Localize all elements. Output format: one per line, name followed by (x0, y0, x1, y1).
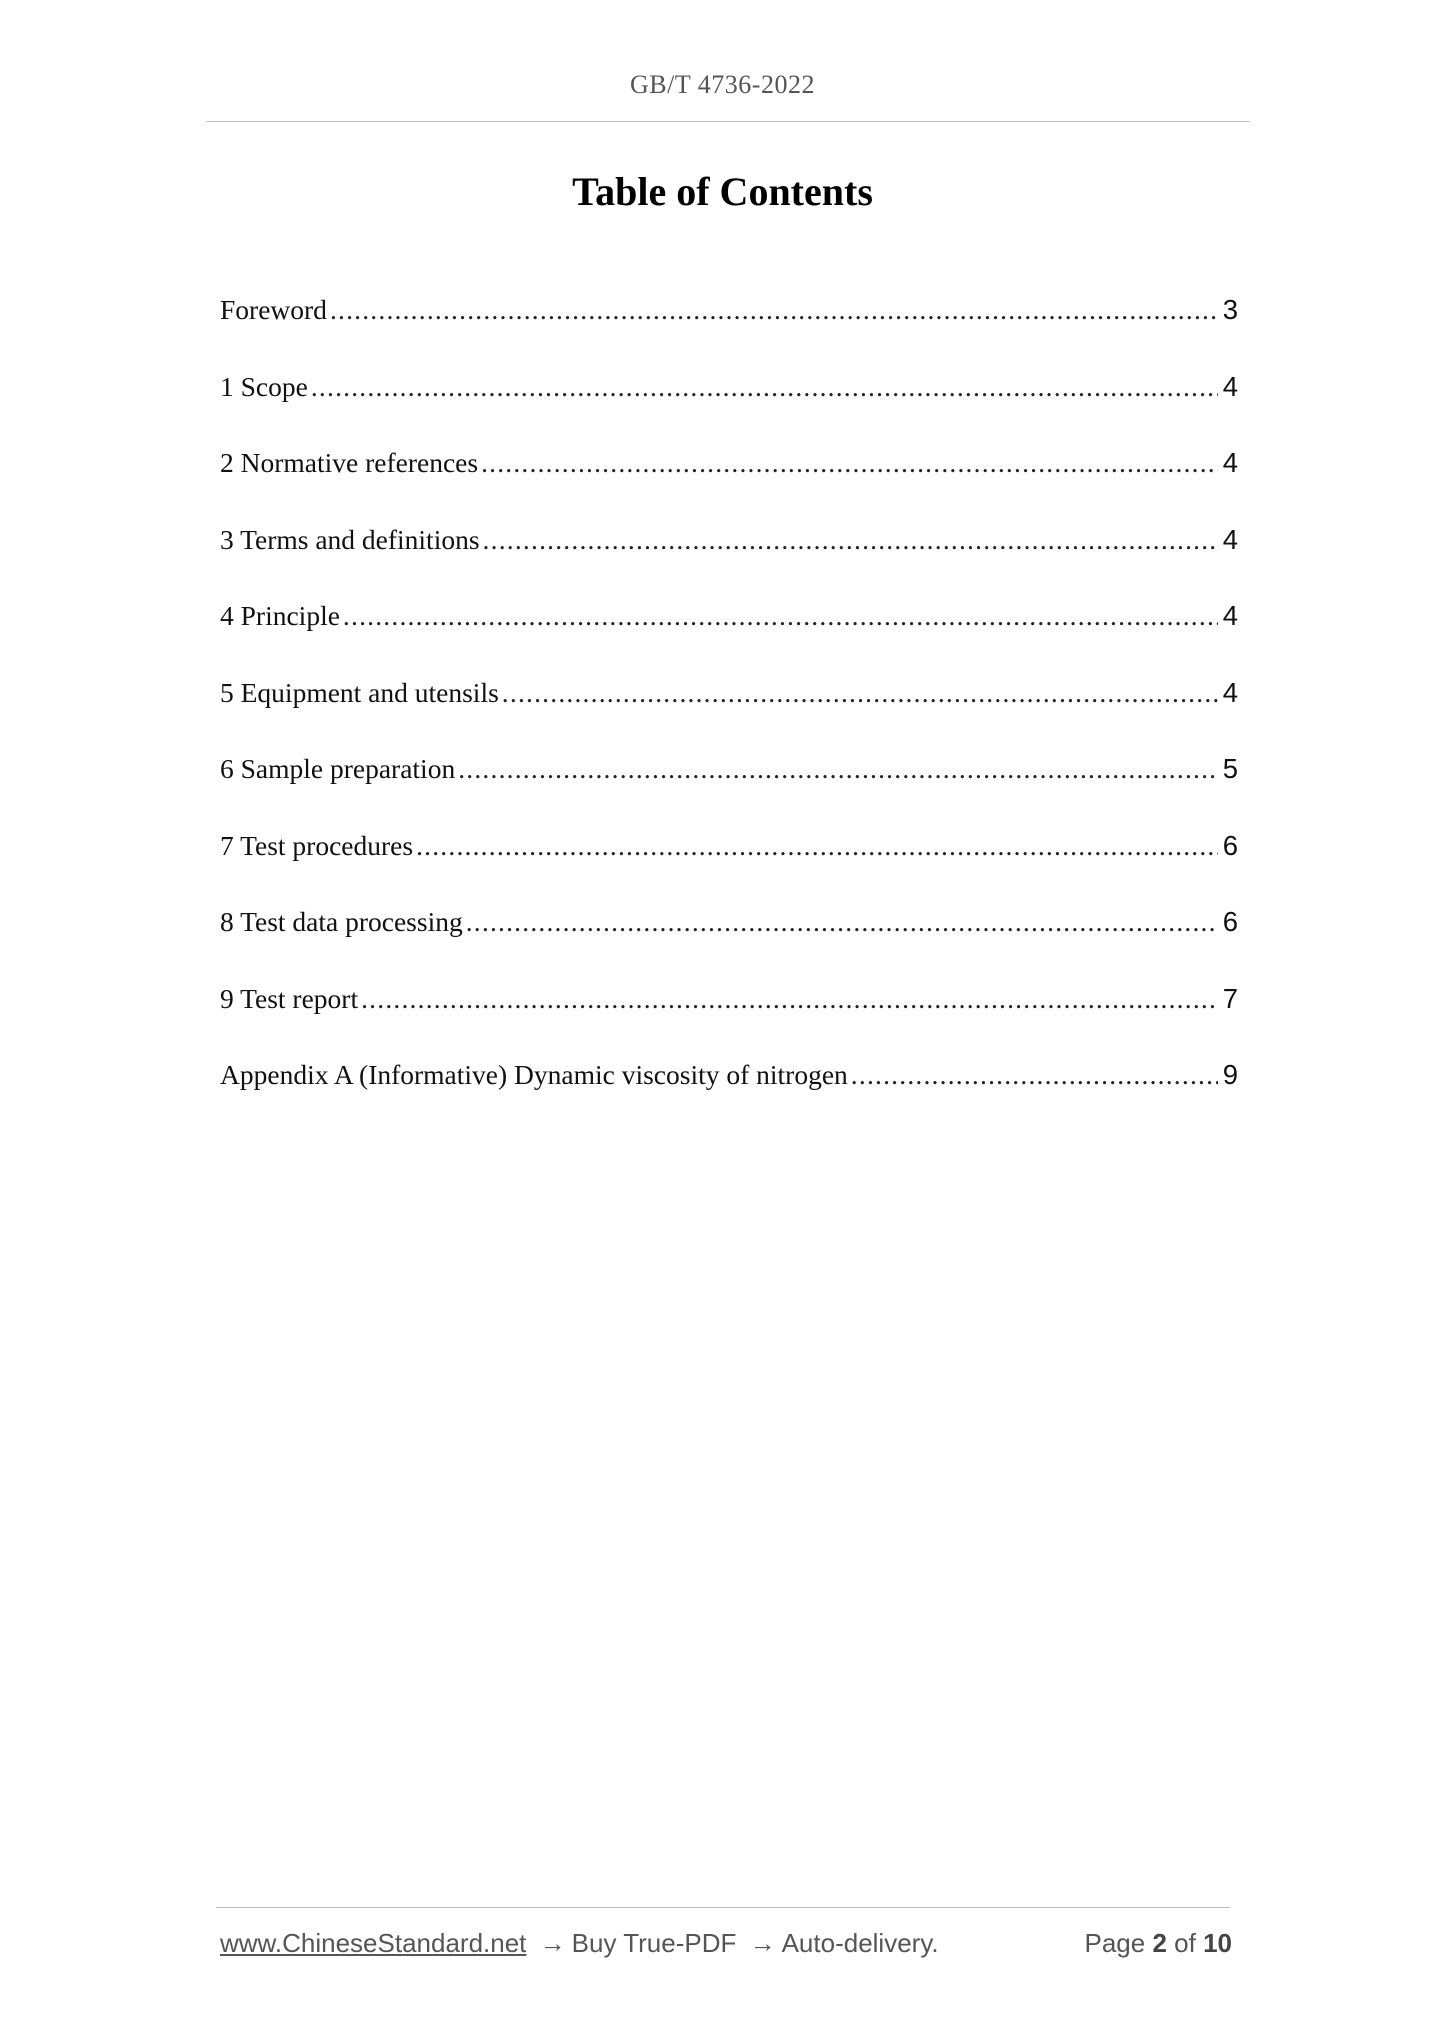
toc-title: Table of Contents (572, 169, 873, 214)
page-label: Page (1084, 1928, 1146, 1958)
toc-entry-label: Foreword (220, 294, 327, 325)
page-footer (220, 1928, 1232, 1959)
buy-true-pdf-text: Buy True-PDF (571, 1928, 737, 1958)
toc-entry-sample-preparation[interactable] (220, 745, 1238, 822)
toc-entry-page: 7 (1222, 982, 1238, 1014)
toc-entry-label: 5 Equipment and utensils (220, 676, 499, 708)
toc-entry-label: 4 Principle (220, 600, 340, 631)
toc-entry-page: 4 (1222, 600, 1238, 631)
total-pages-number: 10 (1203, 1928, 1232, 1958)
toc-leader-dots (343, 592, 1218, 640)
footer-divider (216, 1907, 1230, 1908)
footer-promo (220, 1928, 939, 1959)
auto-delivery-text: Auto-delivery. (781, 1928, 939, 1958)
arrow-right-icon: → (749, 1928, 776, 1958)
website-link[interactable]: www.ChineseStandard.net (220, 1928, 527, 1958)
toc-entry-foreword[interactable] (220, 286, 1238, 363)
toc-leader-dots (502, 669, 1218, 717)
toc-leader-dots (466, 898, 1218, 946)
toc-entry-normative-references[interactable] (220, 439, 1238, 516)
page-indicator (1084, 1928, 1232, 1959)
toc-leader-dots (851, 1051, 1218, 1099)
toc-entry-scope[interactable] (220, 363, 1238, 440)
toc-entry-test-report[interactable] (220, 975, 1238, 1052)
toc-list (220, 286, 1238, 1128)
toc-leader-dots (481, 439, 1218, 487)
toc-entry-page: 4 (1222, 447, 1238, 478)
header-divider (206, 121, 1250, 122)
toc-entry-page: 4 (1222, 676, 1238, 708)
toc-leader-dots (483, 516, 1218, 564)
document-code-header: GB/T 4736-2022 (630, 70, 815, 99)
toc-entry-equipment-and-utensils[interactable] (220, 669, 1238, 746)
toc-entry-label: 6 Sample preparation (220, 753, 456, 784)
toc-entry-page: 4 (1222, 523, 1238, 555)
toc-entry-page: 9 (1222, 1059, 1238, 1090)
toc-entry-terms-and-definitions[interactable] (220, 516, 1238, 593)
toc-leader-dots (311, 363, 1218, 411)
toc-entry-principle[interactable] (220, 592, 1238, 669)
toc-leader-dots (458, 745, 1218, 793)
toc-entry-page: 4 (1222, 370, 1238, 402)
toc-entry-label: 3 Terms and definitions (220, 523, 480, 555)
toc-entry-label: 8 Test data processing (220, 906, 463, 937)
toc-entry-page: 5 (1222, 753, 1238, 784)
current-page-number: 2 (1152, 1928, 1167, 1958)
toc-entry-test-procedures[interactable] (220, 822, 1238, 899)
toc-entry-page: 6 (1222, 829, 1238, 861)
toc-entry-page: 3 (1222, 294, 1238, 325)
toc-entry-label: 7 Test procedures (220, 829, 414, 861)
toc-leader-dots (416, 822, 1218, 870)
toc-entry-label: 1 Scope (220, 370, 308, 402)
arrow-right-icon: → (539, 1928, 566, 1958)
toc-entry-label: 2 Normative references (220, 447, 479, 478)
toc-entry-label: 9 Test report (220, 982, 359, 1014)
of-label: of (1174, 1928, 1196, 1958)
toc-entry-test-data-processing[interactable] (220, 898, 1238, 975)
toc-leader-dots (330, 286, 1218, 334)
toc-entry-page: 6 (1222, 906, 1238, 937)
toc-entry-appendix-a[interactable] (220, 1051, 1238, 1128)
toc-leader-dots (361, 975, 1218, 1023)
toc-entry-label: Appendix A (Informative) Dynamic viscosity of nitrogen (220, 1059, 848, 1090)
